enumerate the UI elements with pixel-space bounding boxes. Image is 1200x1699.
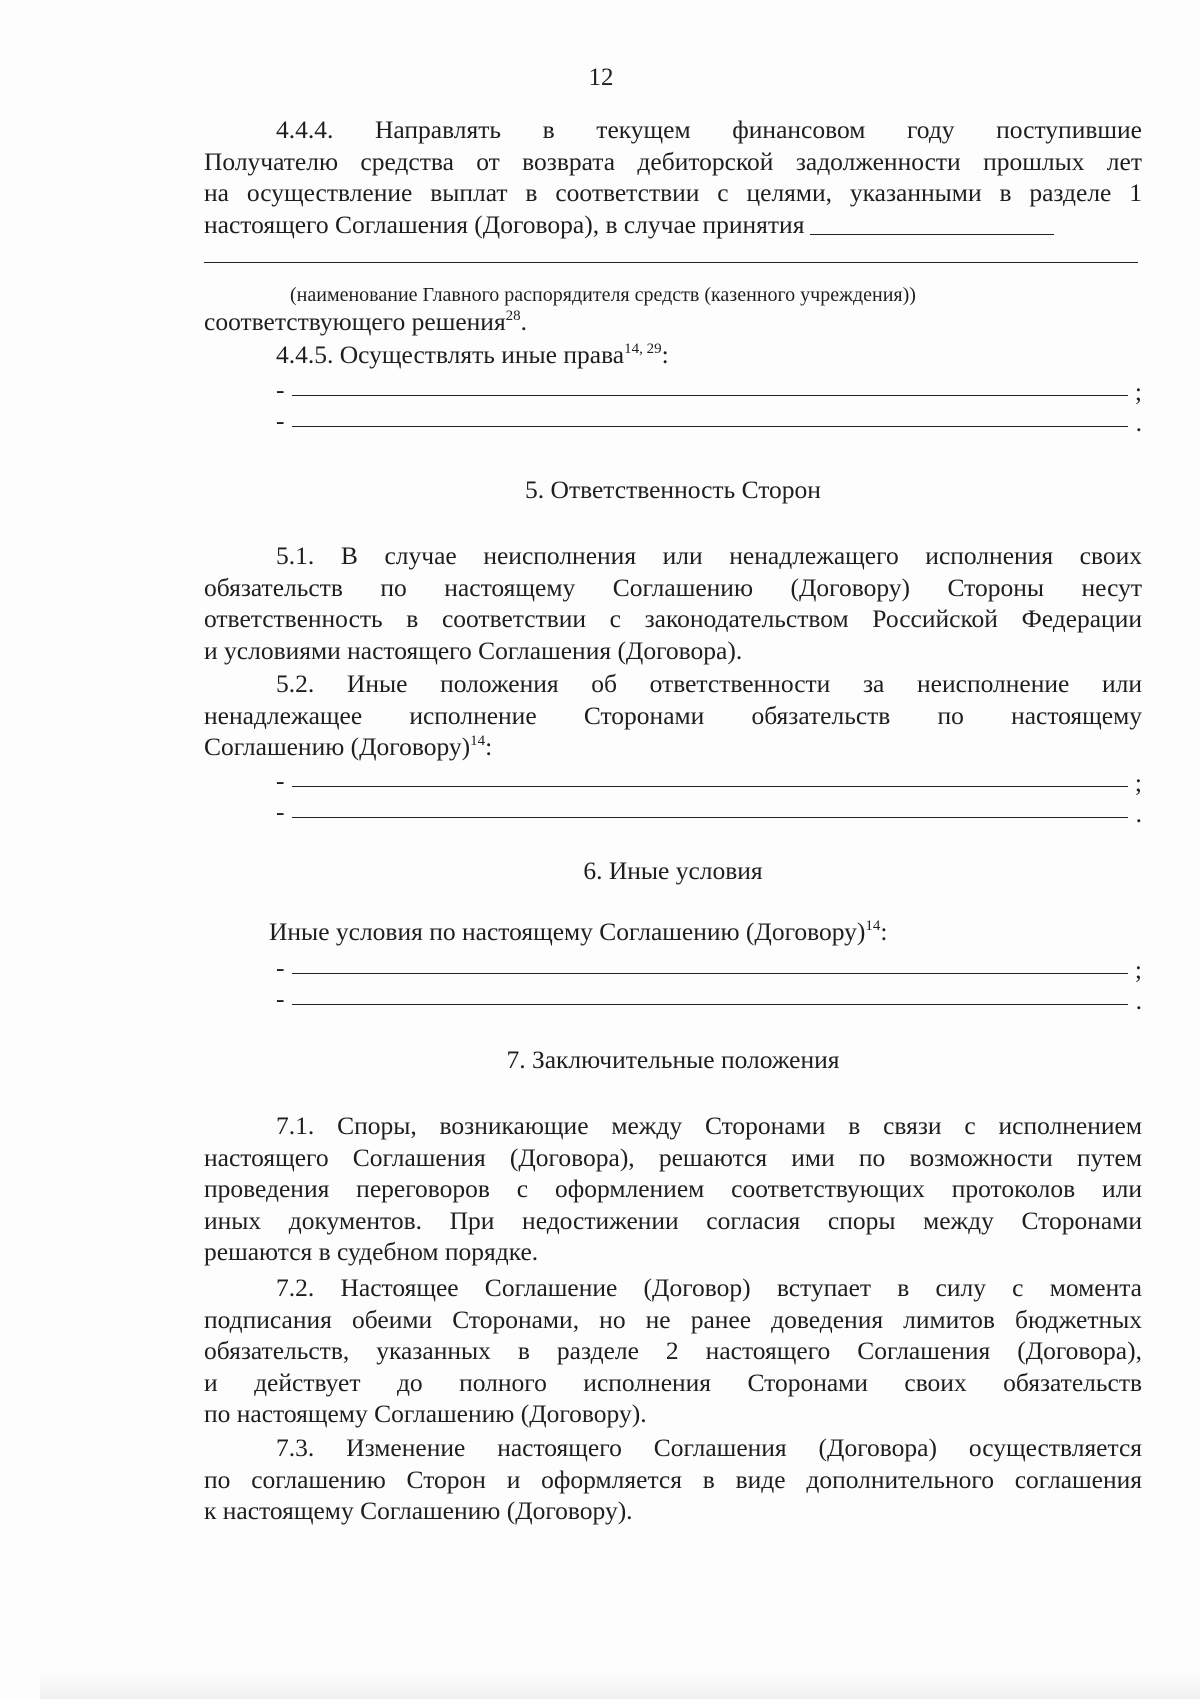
text-line: ненадлежащее исполнение Сторонами обязательств по настоящему — [204, 700, 1142, 730]
paragraph-4-4-5 — [204, 339, 1142, 371]
scan-edge-shadow — [40, 1672, 1200, 1699]
blank-line — [276, 955, 1142, 983]
text-line: и действует до полного исполнения Сторонами своих обязательств — [204, 1367, 1142, 1397]
fill-in-blank — [810, 212, 1054, 235]
section-heading: 6. Иные условия — [583, 856, 763, 885]
text-line: ответственность в соответствии с законодательством Российской Федерации — [204, 604, 1142, 633]
text-line: 4.4.4. Направлять в текущем финансовом году поступившие — [276, 115, 1142, 144]
section-heading: 7. Заключительные положения — [506, 1045, 840, 1074]
blank-rule — [292, 973, 1128, 974]
footnote-ref: 14 — [865, 918, 881, 934]
text-span: настоящего Соглашения (Договора), в случае принятия — [204, 209, 805, 239]
text-span: Иные условия по настоящему Соглашению (Договору) — [269, 917, 866, 946]
text-span: : — [661, 340, 669, 369]
field-caption: (наименование Главного распорядителя средств (казенного учреждения)) — [290, 284, 916, 306]
blank-rule — [292, 1004, 1128, 1005]
text-line: Получателю средства от возврата дебиторской задолженности прошлых лет — [204, 146, 1142, 176]
line-end-mark: ; — [1134, 768, 1142, 797]
paragraph-4-4-4 — [204, 114, 1142, 240]
text-line — [204, 916, 1142, 948]
text-span: . — [520, 307, 528, 336]
blank-line — [276, 377, 1142, 405]
line-end-mark: . — [1135, 408, 1142, 437]
blank-line — [276, 768, 1142, 796]
blank-rule — [292, 786, 1128, 787]
text-line — [204, 209, 1142, 241]
text-span: : — [485, 732, 493, 761]
text-line: на осуществление выплат в соответствии с целями, указанными в разделе 1 — [204, 178, 1142, 207]
line-end-mark: ; — [1134, 955, 1142, 984]
paragraph-6 — [204, 916, 1142, 948]
text-line: обязательств, указанных в разделе 2 настоящего Соглашения (Договора), — [204, 1336, 1142, 1365]
text-line: проведения переговоров с оформлением соответствующих протоколов или — [204, 1174, 1142, 1203]
blank-line — [276, 408, 1142, 436]
blank-rule — [292, 426, 1128, 427]
paragraph-7-2 — [204, 1272, 1142, 1430]
text-line: решаются в судебном порядке. — [204, 1237, 539, 1266]
list-dash: - — [276, 953, 285, 982]
paragraph-7-3 — [204, 1432, 1142, 1527]
text-line: по соглашению Сторон и оформляется в виде дополнительного соглашения — [204, 1464, 1142, 1494]
paragraph-5-1 — [204, 540, 1142, 666]
fill-in-rule — [204, 262, 1138, 263]
text-line: 7.1. Споры, возникающие между Сторонами в связи с исполнением — [276, 1111, 1142, 1140]
text-line: к настоящему Соглашению (Договору). — [204, 1496, 633, 1525]
text-line: настоящего Соглашения (Договора), решаются ими по возможности путем — [204, 1142, 1142, 1172]
list-dash: - — [276, 766, 285, 795]
list-dash: - — [276, 375, 285, 404]
text-line: 5.2. Иные положения об ответственности за неисполнение или — [276, 669, 1142, 698]
paragraph-7-1 — [204, 1110, 1142, 1268]
list-dash: - — [276, 797, 285, 826]
blank-rule — [292, 817, 1128, 818]
line-end-mark: . — [1135, 799, 1142, 828]
list-dash: - — [276, 406, 285, 435]
footnote-ref: 14, 29 — [624, 341, 662, 357]
text-line: 5.1. В случае неисполнения или ненадлежащего исполнения своих — [276, 541, 1142, 570]
page-number: 12 — [588, 64, 614, 91]
text-span: соответствующего решения — [204, 307, 506, 336]
section-heading: 5. Ответственность Сторон — [525, 475, 821, 504]
footnote-ref: 28 — [505, 308, 521, 324]
blank-line — [276, 986, 1142, 1014]
text-line: и условиями настоящего Соглашения (Договора). — [204, 635, 743, 665]
blank-line — [276, 799, 1142, 827]
text-span: Соглашению (Договору) — [204, 732, 471, 761]
text-line: иных документов. При недостижении согласия споры между Сторонами — [204, 1205, 1142, 1235]
text-line: по настоящему Соглашению (Договору). — [204, 1399, 647, 1428]
text-line — [204, 339, 1142, 371]
text-line: подписания обеими Сторонами, но не ранее доведения лимитов бюджетных — [204, 1304, 1142, 1334]
text-line: обязательств по настоящему Соглашению (Договору) Стороны несут — [204, 572, 1142, 602]
paragraph-continuation — [204, 306, 1142, 338]
text-line: 7.3. Изменение настоящего Соглашения (Договора) осуществляется — [276, 1433, 1142, 1462]
line-end-mark: ; — [1134, 377, 1142, 406]
paragraph-5-2 — [204, 668, 1142, 763]
line-end-mark: . — [1135, 986, 1142, 1015]
text-line: 7.2. Настоящее Соглашение (Договор) вступает в силу с момента — [276, 1273, 1142, 1302]
text-span: : — [880, 917, 888, 946]
blank-rule — [292, 395, 1128, 396]
text-line — [204, 731, 1142, 763]
footnote-ref: 14 — [470, 733, 486, 749]
text-span: 4.4.5. Осуществлять иные права — [276, 340, 625, 369]
list-dash: - — [276, 984, 285, 1013]
